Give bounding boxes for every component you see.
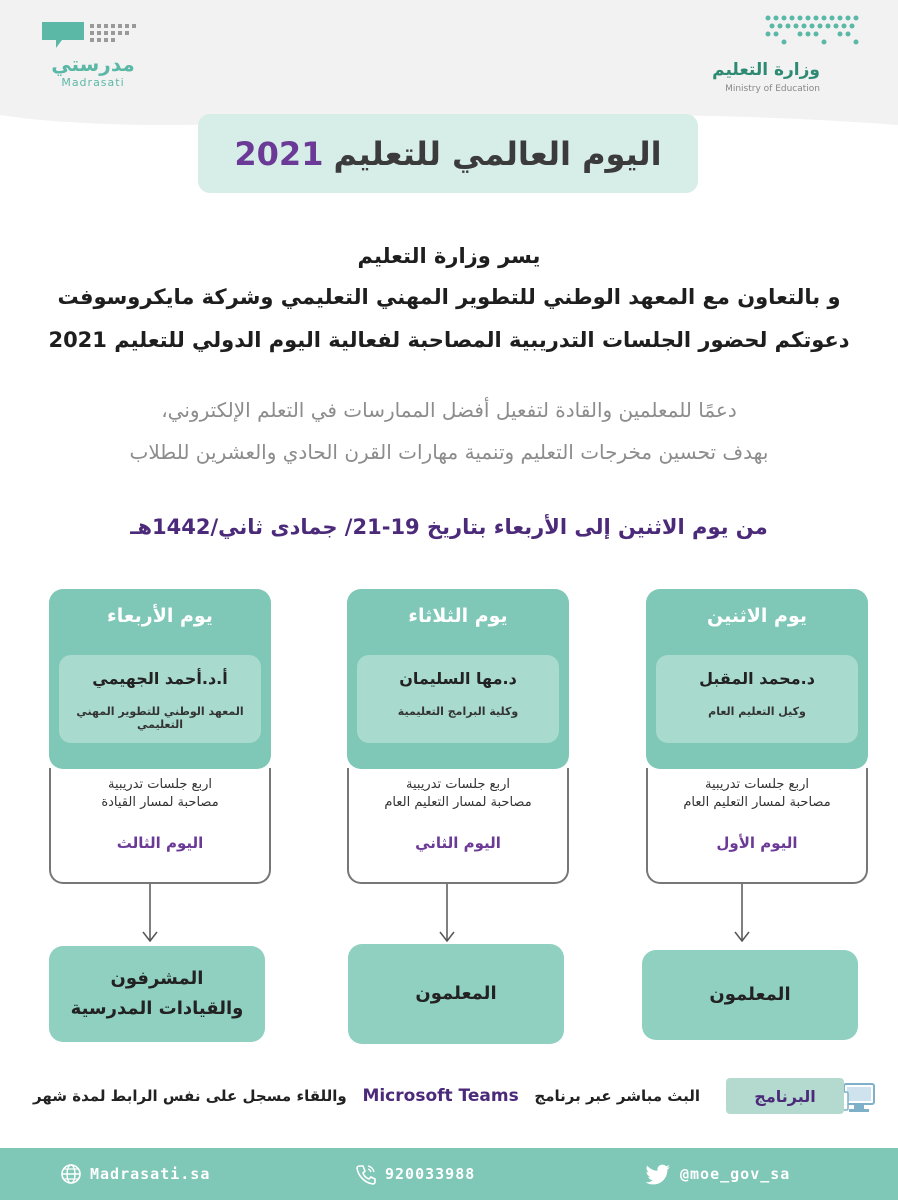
globe-icon: [60, 1163, 82, 1185]
sessions-bracket-wednesday: [49, 768, 271, 884]
moe-dots-icon: [760, 12, 870, 48]
footer-website-text: Madrasati.sa: [90, 1165, 211, 1183]
footer-twitter[interactable]: [646, 1162, 790, 1186]
sessions-line-2: مصاحبة لمسار التعليم العام: [683, 795, 831, 810]
sessions-bracket-monday: [646, 768, 868, 884]
footer-website[interactable]: [60, 1162, 210, 1186]
program-text-after: واللقاء مسجل على نفس الرابط لمدة شهر: [33, 1087, 347, 1105]
intro-line-1: يسر وزارة التعليم: [357, 244, 541, 268]
speaker-role: المعهد الوطني للتطوير المهني التعليمي: [76, 705, 244, 731]
program-text: [20, 1086, 700, 1106]
madrasati-logo-ar: مدرستي: [51, 52, 135, 76]
day-label: اليوم الأول: [716, 834, 798, 852]
footer-twitter-text: @moe_gov_sa: [680, 1165, 791, 1183]
speaker-name: د.مها السليمان: [399, 669, 517, 688]
day-name: يوم الاثنين: [707, 605, 807, 627]
day-label: اليوم الثاني: [415, 834, 501, 852]
speaker-name: أ.د.أحمد الجهيمي: [92, 669, 228, 688]
madrasati-grid-icon: [40, 18, 150, 52]
sessions-line-1: اربع جلسات تدريبية: [406, 777, 510, 792]
madrasati-logo: [40, 18, 150, 90]
down-arrow-icon: [732, 884, 752, 944]
intro-line-3: دعوتكم لحضور الجلسات التدريبية المصاحبة لفعالية اليوم الدولي للتعليم 2021: [48, 328, 850, 352]
day-name: يوم الثلاثاء: [408, 605, 508, 627]
footer-phone-text: 920033988: [385, 1165, 476, 1183]
footer-phone[interactable]: [355, 1162, 475, 1186]
down-arrow-icon: [437, 884, 457, 944]
audience-line-2: والقيادات المدرسية: [70, 998, 244, 1019]
date-line: من يوم الاثنين إلى الأربعاء بتاريخ 19-21/ جمادى ثاني/1442هـ: [130, 515, 768, 539]
event-title-box: [198, 114, 698, 193]
subtitle-line-2: بهدف تحسين مخرجات التعليم وتنمية مهارات القرن الحادي والعشرين للطلاب: [129, 440, 769, 464]
sessions-text: [51, 776, 269, 812]
sessions-line-1: اربع جلسات تدريبية: [705, 777, 809, 792]
speaker-role: وكلية البرامج التعليمية: [397, 705, 519, 718]
day-name: يوم الأربعاء: [107, 605, 213, 627]
day-card-tuesday: [347, 589, 569, 769]
intro-line-2: و بالتعاون مع المعهد الوطني للتطوير المهني التعليمي وشركة مايكروسوفت: [57, 285, 841, 309]
audience-line-1: المعلمون: [709, 984, 791, 1005]
sessions-line-2: مصاحبة لمسار القيادة: [101, 795, 219, 810]
moe-logo-ar: وزارة التعليم: [712, 60, 820, 80]
day-label: اليوم الثالث: [116, 834, 204, 852]
program-badge: البرنامج: [726, 1078, 844, 1114]
day-card-wednesday: [49, 589, 271, 769]
speaker-box: [357, 655, 559, 743]
moe-logo-en: Ministry of Education: [725, 84, 820, 94]
program-teams: Microsoft Teams: [362, 1086, 519, 1106]
subtitle-line-1: دعمًا للمعلمين والقادة لتفعيل أفضل الممارسات في التعلم الإلكتروني،: [161, 398, 737, 422]
day-card-monday: [646, 589, 868, 769]
footer: [0, 1148, 898, 1200]
phone-icon: [355, 1163, 377, 1185]
audience-line-1: المعلمون: [415, 983, 497, 1004]
program-row: [20, 1078, 878, 1118]
speaker-name: د.محمد المقبل: [699, 669, 815, 688]
computer-icon: [838, 1080, 878, 1116]
sessions-text: [349, 776, 567, 812]
sessions-line-1: اربع جلسات تدريبية: [108, 777, 212, 792]
program-text-before: البث مباشر عبر برنامج: [534, 1087, 700, 1105]
madrasati-logo-en: Madrasati: [61, 76, 125, 89]
down-arrow-icon: [140, 884, 160, 944]
audience-line-1: المشرفون: [110, 968, 204, 989]
speaker-box: [656, 655, 858, 743]
sessions-text: [648, 776, 866, 812]
audience-box-wednesday: [49, 946, 265, 1042]
event-year: 2021: [234, 134, 324, 173]
sessions-bracket-tuesday: [347, 768, 569, 884]
audience-box-tuesday: [348, 944, 564, 1044]
twitter-icon: [646, 1163, 672, 1185]
event-title: اليوم العالمي للتعليم: [333, 134, 662, 173]
moe-logo: [700, 12, 870, 92]
audience-box-monday: [642, 950, 858, 1040]
speaker-box: [59, 655, 261, 743]
sessions-line-2: مصاحبة لمسار التعليم العام: [384, 795, 532, 810]
speaker-role: وكيل التعليم العام: [708, 705, 806, 718]
